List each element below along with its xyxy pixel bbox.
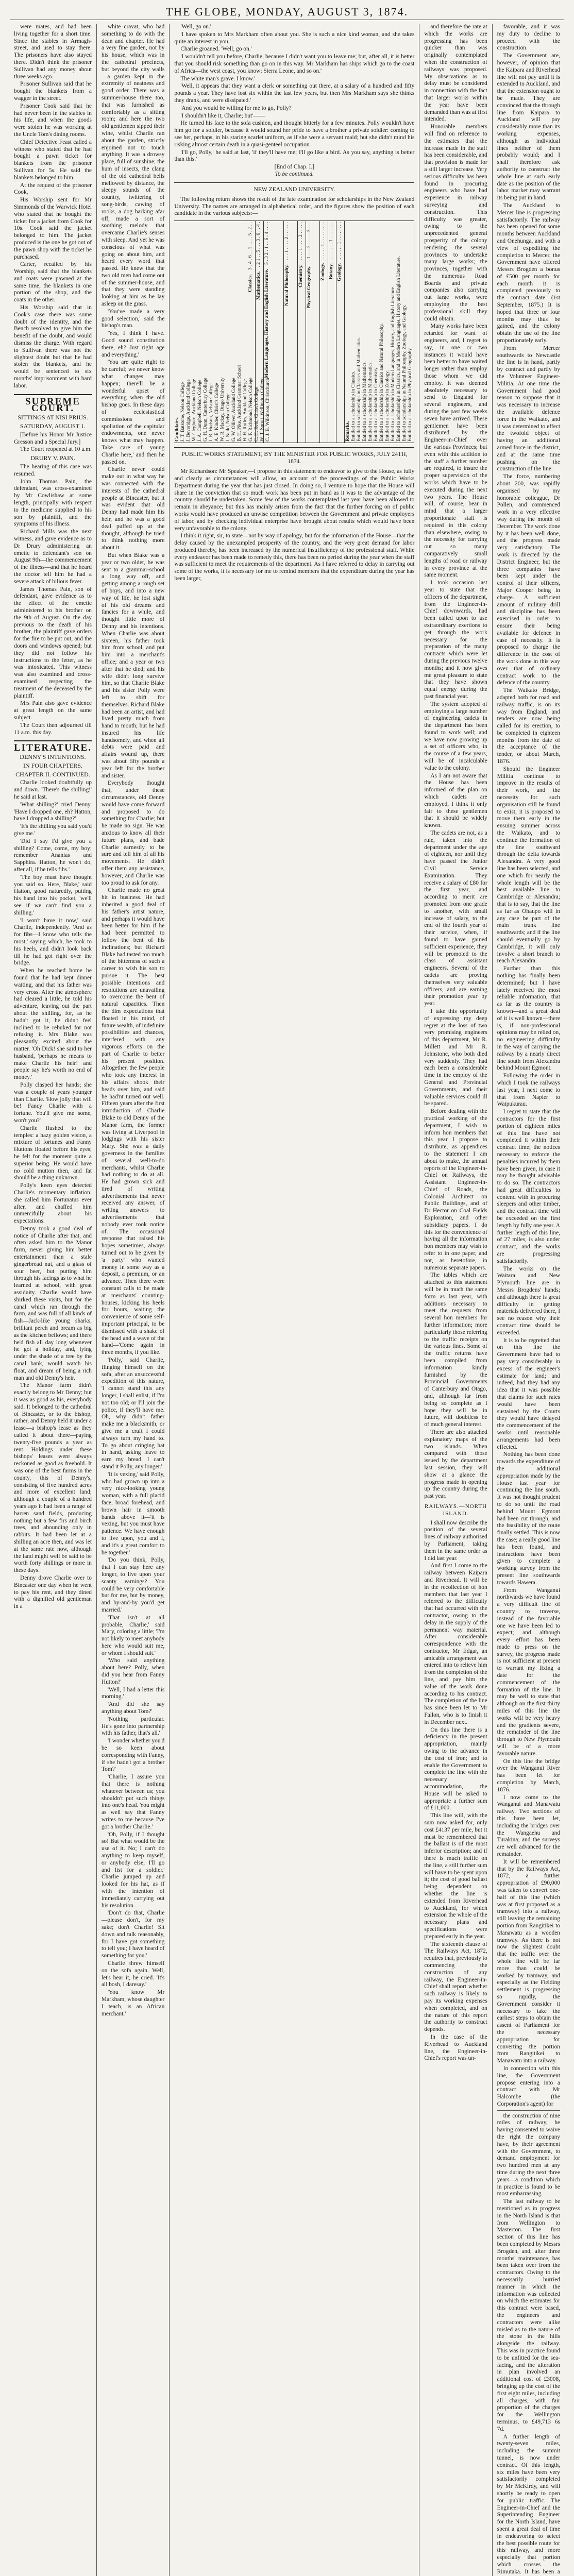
paragraph: 'Well, it appears that they want a clerk or something out there, at a salary of a hundred and fifty pounds a year. They have lost six within the last few years, but then Mrs Markham says she thinks they drank, and were dissipated.' <box>174 83 415 104</box>
paragraph: Nothing has been done towards the expenditure of the additional appropriation made by the House last year for continuing the line south. It was not thought prudent to do so until the road behind Mount Egmont had been cut through, and the feasibility of the route finally settled. This is now the case; a really good line has been found, and instructions have been given to complete a working survey from the present line southwards towards Hawera. <box>497 1451 560 1586</box>
paragraph: The Government are, however, of opinion that the Kaipara and Riverhead line will not pay until it is extended to Auckland, and that the extension ought to be made. They are convinced that the through line from Kaipara to Auckland will pay considerably more than its working expenses, although as individual lines neither of them probably would; and I shall therefore ask authority to construct the whole line at such early date as the position of the labor market may warrant its being put in hand. <box>497 53 560 201</box>
paragraph: The Manor farm didn't exactly belong to Mr Denny; but it was as good as his, everybody said. It belonged to the cathedral of Bincaster, or to the bishop, rather, and Denny held it under a lease—a bishop's lease as they called it about there—paying twenty-five pounds a year as rent. Holdings under these bishops' leases were always reckoned as good as freehold. It was one of the best farms in the county, this of Denny's, consisting of five hundred acres and more of excellent land; although a couple of a hundred years ago it had been a range of barren sand fields, producing nothing but a few firs and birch trees, and abounding only in rabbits. It had been let at a shilling an acre then, and was let at the same rate now, although the land might well be said to be worth forty shillings or more in these days. <box>14 1382 92 1574</box>
paragraph: The white man's grave. I know.' <box>180 75 256 82</box>
paragraph: Richard Mills was the next witness, and gave evidence as to Dr Drury administering an emetic to defendant's son on August 9th—the commencement of the illness—and that he heard the doctor tell him he had a severe attack of bilious fever. <box>14 529 92 585</box>
paragraph: I took occasion last year to state that the officers of the department, from the Engineer-in-Chief downwards, had been called upon to use extraordinary exertions to get through the work necessary for the preparation of the many contracts which were let during the previous twelve months; and it now gives me great pleasure to state that they have shown equal energy during the past financial year. <box>424 580 487 700</box>
paragraph: 'It is vexing,' said Polly, who had grown up into a very nice-looking young woman, with a full placid face, broad forehead, and brown hair in smooth bands above it—'it is vexing, but you must have patience. We have enough to live upon, you and I, and it's a great comfort to be together.' <box>101 1471 165 1556</box>
paragraph: The Court then adjourned till 11 a.m. this day. <box>14 722 92 736</box>
table-header: Classics. <box>248 274 254 292</box>
paragraph: Charlie groaned. 'Well, go on.' <box>180 46 252 53</box>
paragraph: From Wanganui northwards we have found a very difficult line of country to traverse, instead of the favorable one we have been led to expect; and although every effort has been made to press on the survey, the progress made is not sufficient at present to warrant my fixing a date for the commencement of the formation of the line. It may be well to state that although on the first thirty miles of this line the works will be very heavy and the gradients severe, the remainder of the line through to New Plymouth will be of a more favorable nature. <box>497 1587 560 1757</box>
paragraph: 'I wonder whether you'd be so keen about corresponding with Fanny, if she hadn't got a brother Tom?' <box>101 1738 165 1773</box>
subhead-railways-north: RAILWAYS.—NORTH ISLAND. <box>424 1503 487 1517</box>
paragraph: The following return shows the result of the late examination for scholarships in the New Zealand University. The names are arranged in alphabetical order, and the figures show the position of each candidate in the various subjects:— <box>174 196 415 217</box>
paragraph: Mr Richardson: Mr Speaker,—I propose in this statement to endeavor to give to the House, as fully and clearly as circumstances will allow, an account of the proceedings of the Public Works Department during the year that has just closed. In doing so, I venture to hope that the House will share in the conviction that so much work has been put in hand as it was to the advantage of the country should be undertaken. Some few of the works contemplated last year have been allowed to remain in abeyance; but this has mainly arisen from the fact that the further forcing on of public works would have produced an unwise competition between the Government and private employers of labor, and by checking individual enterprise have brought about results which would have been very unfavorable to the colony. <box>174 468 415 532</box>
story-chapters: IN FOUR CHAPTERS. <box>23 761 82 769</box>
table-cell: Entitled to a scholarship in Mathematics. <box>368 361 374 442</box>
paragraph: Charlie made no great hit in business. He had inherited a good deal of his father's artist nature, and perhaps it would have been better for him if he had been permitted to follow the bent of his inclinations; but Richard Blake had tasted too much of the bitterness of such a career to wish his son to pursue it. The best possible intentions and resolutions are unavailing to overcome the bent of natural capacities. Then the dim expectations that floated in his mind, of future wealth, of indefinite possibilities and chances, interfered with any vigorous efforts on the part of Charlie to better his present position. Altogether, the few people who took any interest in his affairs shook their heads over him, and said he had'nt turned out well. Fifteen years after the first introduction of Charlie Blake to old Denny of the Manor farm, the former was living at Liverpool in lodgings with his sister Mary. She was a daily governess in the families of several well-to-do merchants, whilst Charlie had nothing to do at all. He had grown sick and tired of writing advertisements that never received any answer, of writing answers to advertisements that nobody ever took notice of. The occasional response that raised his hopes sometimes, always turned out to be given by 'a party' who wanted money in some way as a deposit, a premium, or an advance. Then there were constant calls to be made at merchants' counting-houses, kicking his heels for hours, waiting the convenience of some self-important principal, to be dismissed with a shake of the head and a wave of the hand—'Come again in three months, if you like.' <box>101 887 165 1356</box>
public-works-title: PUBLIC WORKS STATEMENT, BY THE MINISTER FOR PUBLIC WORKS, JULY 24TH, 1874. <box>174 447 414 465</box>
paragraph: Following the order in which I took the railways last year, I next come to that from Napier to Waipukurau. <box>497 1073 560 1108</box>
table-cell: Entitled to a scholarship in Zoology. <box>385 370 391 442</box>
paragraph: Everybody thought that, under these circumstances, old Denny would have come forward and proposed to do something for Charlie; but he made no sign. He was anxious to know all their future plans, and bade Charlie earnestly to be sure and tell him of all his movements. He didn't offer them any assistance, however, and Charlie was too proud to ask for any. <box>101 780 165 886</box>
paragraph: On this line the bridge over the Wanganui River has been let for completion by March, 1876. <box>497 1758 560 1793</box>
paragraph: Should the Engineer Militia continue to improve in the results of their work, and the necessity for such organisation still be found to exist, it is proposed to move them early in the ensuing summer across the Waikato, and to continue the formation of the line southward through the delta towards Alexandra. A very good line has been selected, and one which for nearly the whole length will be the best available line to Cambridge or Alexandra; that is to say, that the line as far as Ohaupo will in any case be part of the main trunk line southwards; and if the line should eventually go by Cambridge, it will only involve a short branch to reach Alexandra. <box>497 766 560 964</box>
table-column-subject <box>284 221 298 443</box>
table-cell: . . . 1 . . . . 2 . . . . . . <box>284 222 290 260</box>
paragraph: His Worship said that in Cook's case there was some doubt of the identity, and the Bench resolved to give him the benefit of the doubt, and would dismiss the charge. With regard to Sullivan there was not the slightest doubt but that he had stolen the blankets, and he would be sentenced to six months' imprisonment with hard labor. <box>14 304 92 389</box>
paragraph: At the request of the prisoner Cook, <box>14 182 92 196</box>
paragraph: 'Polly,' said Charlie, flinging himself on the sofa, after an unsuccessful expedition of this nature, 'I cannot stand this any longer, I shall enlist, if I'm not too old; or I'll join the police, if they'll have me. Oh, why didn't father make me a blacksmith, or give me a craft I could always turn my hand to. To go about cringing hat in hand, asking leave to earn my bread. I can't stand it Polly, any longer.' <box>101 1357 165 1470</box>
table-cell: . 2 1 . . 5 . . . 3 . 6 . . 4 . <box>256 222 262 267</box>
table-header: Candidates. <box>175 416 180 442</box>
table-cell: . . . . . 1 . . . . . . . . . <box>320 222 326 259</box>
paragraph: The Waikato Bridge, adapted both for road and railway traffic, is on its way from England, and tenders are now being called for its erection, to be completed in eighteen months from the date of the acceptance of the tender, or about March, 1876. <box>497 687 560 765</box>
column-1 <box>9 24 96 2576</box>
paragraph: Before dealing with the practical working of the department, I wish to inform hon members that this year I propose to distribute, as appendices to the statement I am about to make, the annual reports of the Engineer-in-Chief on Railways, the Assistant Engineer-in-Chief of Roads, the Colonial Architect on Public Buildings, and of Dr Hector on Coal Fields Exploration, and other subsidiary papers. I do this for the convenience of having all the information hon members may wish to refer to in one paper, and not, as heretofore, in numerous separate papers. <box>424 1108 487 1271</box>
paragraph: 'Don't do that, Charlie—please don't, for my sake; don't Charlie! Sit down and talk reasonably, for I have got something to tell you; I have heard of something for you.' <box>101 1910 165 1959</box>
paragraph: I think it right, sir, to state—not by way of apology, but for the information of the House—that the delay caused by the unexampled prosperity of the country, and the very great demand for labor produced thereby, has been increased by the numerical insufficiency of the professional staff. While every endeavor has been made to remedy this, there has been no period during the year when the staff was sufficient to meet the requirements of the department. As I have referred to delay in carrying out some of the works, it is necessary for me to remind members that the expenditure during the year has been larger, <box>174 533 415 582</box>
paragraph: the construction of nine miles of railway, he having consented to waive the right the company have, by their agreement with the Government, to demand employment for two hundred men at any time during the next three years—a condition which in practice is found to be most embarrassing. <box>497 2112 560 2197</box>
table-header: Natural Philosophy. <box>284 264 290 306</box>
date-line: SATURDAY, AUGUST 1. <box>20 422 86 430</box>
paragraph: The last railway to be mentioned as in progress in the North Island is that from Wellington to Masterton. The first section of this line has been completed by Messrs Brogden, and, after three months' maintenance, has been taken over from the contractors. Owing to the necessarily hurried manner in which the information was collected on which the estimates for this contract were based, the engineers and contractors were alike misled as to the nature of the stone in the hills alongside the railway. This was in practice found to be unfitted for the sea-facing, and the alteration in plan involved an additional cost of £3008, bringing up the cost of the first eight miles, including all charges, with fair proportion of the charges for the Wellington terminus, to £49,713 6s 7d. <box>497 2198 560 2432</box>
paragraph: The force, numbering about 200, was rapidly organised by my honorable colleague, Dr Pollen, and commenced work in a very effective way during the month of December. The work done by it has been well done, and the progress made very satisfactory. The work is directed by the District Engineer, but the three companies have been kept under the control of their officers, Major Cooper being in charge. A sufficient amount of military drill and discipline has been exercised in order to ensure their being available for defence in case of necessity. It is proposed to charge the difference in the cost of the work done in this way over that of ordinary contract work to the defence of the country. <box>497 473 560 686</box>
table-cell: Entitled to a scholarship in Classics and Natural Philosophy. <box>379 323 385 442</box>
university-title: NEW ZEALAND UNIVERSITY. <box>174 182 414 193</box>
columns <box>9 24 565 2575</box>
table-cell: Entitled to a scholarship in Classics. <box>351 370 357 442</box>
table-cell: 3 . 4 . 6 . . 1 . . . . 5 . 2 . . <box>248 222 254 270</box>
paragraph: On this line there is a deficiency in the present appropriation, mainly owing to the advance in the cost of iron; and to enable the Government to complete the line with the necessary accommodation, the House will be asked to appropriate a further sum of £11,000. <box>424 1726 487 1811</box>
table-cell: 5 . 3 2 . 1 . . 6 . 4 . . . . <box>264 222 270 265</box>
paragraph: The cadets are not, as a rule, taken into the department under the age of eighteen, nor until they have passed the Junior Civil Service Examination. They receive a salary of £80 for the first year, and according to merit are promoted from one grade to another, with small increase of salary, to the end of the fourth year of their service, when, if found to have gained sufficient experience, they will be promoted to the class of assistant engineers. Several of the cadets are proving themselves very valuable officers, and are earning their promotion year by year. <box>424 830 487 1007</box>
paragraph: 'And did she say anything about Tom?' <box>101 1701 165 1715</box>
table-cell: Entitled to a scholarship in Physical Geography. <box>408 347 413 442</box>
table-cell: Entitled to scholarships in Classics, and in Modern Languages, History and English Literature. <box>396 256 402 442</box>
paragraph: I now come to the Wanganui and Manawatu railway. Two sections of this have been let, including the bridges over the Wangaehu and Turakina; and the surveys are well advanced for the remainder. <box>497 1794 560 1857</box>
paragraph: And first I come to the railway between Kaipara and Riverhead. It will be in the recollection of hon members that last year I referred to the difficulty that had occurred with the contractor, owing to the delay in the supply of the permanent way material. After considerable correspondence with the contractor, Mr Edgar, an amicable arrangement was entered into to relieve him from the completion of the line, and pay him the value of the work done according to his contract. The completion of the line has since been let to Mr Fallon, who is to finish it in December next. <box>424 1563 487 1725</box>
table-header: Physical Geography. <box>307 265 312 309</box>
column-3 <box>169 24 419 2576</box>
table-cell: A. E. Kinder, Christ's College <box>214 383 220 442</box>
table-header: Chemistry. <box>298 264 304 287</box>
paragraph: It will be remembered that by the Railways Act, 1872, a further appropriation of £90,000 was taken to convert one-half of this line (which was at first proposed as a tramway) into a railway, still leaving the remaining portion from Rangitikei to Manawatu as a wooden tramway. As there is not now the slightest doubt that the traffic over the whole line will be far more than could be worked by tramway, and especially as the Fielding settlement is progressing so rapidly, the Government consider it necessary to take the earliest steps to obtain the assent of Parliament for the necessary appropriation for converting the portion from Rangitikei to Manawatu into a railway. <box>497 1858 560 2064</box>
paragraph: He turned his face to the sofa cushion, and thought bitterly for a few minutes. Polly wouldn't have him go for a soldier, because it would sound her pride to have a brother a private soldier: coming to see her, perhaps, in his staring scarlet uniform, as if she were a servant maid; but she didn't mind his risking almost certain death in a quasi-genteel occupation. <box>174 120 415 148</box>
table-column-subject <box>306 221 320 443</box>
paragraph: 'Yes, I think I have. Good sound constitution there, eh? Just right age and everything.' <box>101 330 165 358</box>
table-column-subject <box>256 221 264 443</box>
table-column-subject <box>336 221 345 443</box>
table-header: Zoology. <box>320 263 326 281</box>
paragraph: 'Nothing particular. He's gone into partnership with his father, that's all.' <box>101 1716 165 1737</box>
masthead-title: THE GLOBE, MONDAY, AUGUST 3, 1874. <box>165 5 409 18</box>
paragraph: As I am not aware that the House has been informed of the plan on which cadets are employed, I think it only fair to these gentlemen that it should be widely known. <box>424 772 487 829</box>
paragraph: 'I have spoken to Mrs Markham often about you. She is such a nice kind woman, and she takes quite an interest in you.' <box>174 31 415 45</box>
paragraph: Polly clasped her hands; she was a couple of years younger than Charlie. 'How jolly that will be! Fancy Charlie with a fortune. You'll give me some, won't you?' <box>14 1081 92 1124</box>
paragraph: It is to be regretted that on this line the Government have had to pay very considerably in excess of the engineer's estimate for land; and indeed, had they had any idea that it was possible that claims for such rates would have been sustained by the Courts they would have delayed the commencement of the works until reasonable arrangements had been effected. <box>497 1337 560 1450</box>
paragraph: Mrs Pain also gave evidence at great length on the same subject. <box>14 700 92 721</box>
paragraph: Many works have been retarded for want of engineers, and, I regret to say, in one or two instances it would have been better to have waited longer rather than employ those whom we did employ. It was deemed absolutely necessary to send to England for several engineers, and during the past few weeks seven have arrived. These gentlemen have been distributed by the Engineer-in-Chief over the various Provinces; but even with this addition to the staff a further number are required, to insure the proper supervision of the works which have to be executed during the next two years. The House will, of course, bear in mind that a larger proportionate staff is required in this colony than elsewhere, owing to the necessity for carrying out so many comparatively small lengths of road or railway in every province at the same moment. <box>424 323 487 579</box>
paragraph: The works on the Waitara and New Plymouth line are in Messrs Brogdens' hands; and although there is great difficulty in getting materials delivered there, I see no reason why their contract time should be exceeded. <box>497 1265 560 1336</box>
paragraph: 'Charlie, I assure you that there is nothing whatever between us; you shouldn't put such things into one's head. You might as well say that Fanny writes to me because I've got a brother Charlie.' <box>101 1774 165 1830</box>
table-cell: M. Cleghorn, Auckland College <box>192 379 197 442</box>
table-header: Geology. <box>337 263 343 281</box>
paragraph: white cravat, who had something to do with the dean and chapter. He had a very fine garden, not by his house, which was in the cathedral precincts, but beyond the city walls—a garden kept in the extremity of neatness and good order. There was a summer-house there too, that was furnished as comfortably as a sitting room; and here the two old gentlemen sipped their wine, whilst Charlie ran about the garden, strictly enjoined not to touch anything. It was a drowsy place, full of sunshine; the hum of insects, the clang of the old cathedral bells mellowed by distance, the sleepy sounds of the country, twittering of song-birds, cawing of rooks, a dog barking afar off, made a sort of soothing melody that overcame Charlie's senses with sleep. And yet he was conscious of what was going on about him, and heard every word that passed. He knew that the two old men had come out of the summer-house, and that they were standing looking at him as he lay asleep on the grass. <box>101 24 165 308</box>
table-cell: G. F. Richmond, Nelson College <box>248 378 254 442</box>
case-title: DRURY V. PAIN. <box>30 454 75 462</box>
table-cell: . . . . . . . 1 . . . . . . . <box>329 222 334 259</box>
paragraph: and therefore the rate at which the works are progressing has been quicker than was originally contemplated when the construction of railways was proposed. My observations as to delay must be considered in connection with the fact that larger works within the year have been demanded than was at first intended. <box>424 24 487 123</box>
paragraph: From Mercer southwards to Newcastle the line is in hand, partly by contract and partly by the Volunteer Engineer-Militia. At one time the Government had good reason to suppose that it was necessary to increase the available defence force in the Waikato, and it was determined to effect the twofold object of having an additional armed force in the district, and at the same time pushing on the construction of the line. <box>497 345 560 472</box>
paragraph: Denny drove Charlie over to Bincaster one day when he went to pay his rent, and they dined with a dignified old gentleman in a <box>14 1574 92 1610</box>
paragraph: 'Oh, Polly, if I thought so! But what would be the use of it. No; I can't do anything to keep myself, or anybody else; I'll go and list for a soldier.' Charlie jumped up and looked for his hat, as if with the intention of immediately carrying out his resolution. <box>101 1831 165 1909</box>
paragraph: The tables which are attached to this statement will be in much the same form as last year, with additions necessary to meet the requests from several hon members for further information; more particularly those referring to the traffic receipts on the various lines. Some of the traffic returns have been compiled from information kindly furnished by the Provincial Governments of Canterbury and Otago, and, although far from being so complete as I hope they will be in future, will doubtless be of much general interest. <box>424 1272 487 1428</box>
paragraph: Charlie threw himself on the sofa again. Well, let's hear it, he cried. 'It's all bosh, I daresay.' <box>101 1960 165 1988</box>
paragraph: I take this opportunity of expressing my deep regret at the loss of two very promising engineers of this department, Mr R. Millett and Mr R. Johnstone, who both died very suddenly. They had each been a considerable time in the employ of the General and Provincial Governments, and their valuable services could ill be spared. <box>424 1008 487 1107</box>
table-cell: W. R. Mackay, Otago University <box>220 377 226 442</box>
paragraph: 'Who said anything about here? Polly, when did you hear from Fanny Hutton?' <box>101 1657 165 1685</box>
table-cell: Entitled to scholarships in Classics and Mathematics. <box>357 337 362 442</box>
table-column-subject <box>328 221 336 443</box>
paragraph: were mates, and had been living together for a short time. Since the stables in Armagh-street, and used to stay there. The prisoners have also stayed there. Didn't think the prisoner Sullivan had any money about three weeks ago. <box>14 24 92 80</box>
table-cell: . . . . 1 . . . . 2 . . . . . <box>298 222 304 260</box>
paragraph: When he reached home he found that he had kept dinner waiting, and that his father was very cross. After the atmosphere had cleared a little, he told his adventure, leaving out the part about the shilling, for, as he hadn't got it, he didn't feel inclined to be rebuked for not refusing it. Mrs Blake was pleasantly excited about the matter. 'Oh Dick! she said to her husband, 'perhaps he means to make Charlie his heir! and people say he's worth no end of money.' <box>14 968 92 1081</box>
subsection-title: SITTINGS AT NISI PRIUS. <box>18 414 88 421</box>
table-column-subject <box>298 221 306 443</box>
paragraph: Charlie flushed to the temples: a hazy golden vision, a mixture of fortunes and Fanny Huttons floated before his eyes; he felt for the moment quite a superior being. He would have no cold mutton then, and fat should be a thing unknown. <box>14 1125 92 1181</box>
paragraph: The hearing of this case was resumed. <box>14 464 92 477</box>
paragraph: Denny took a good deal of notice of Charlie after that, and often asked him to the Manor farm, never giving him better entertainment than a stale gingerbread nut, and a glass of sour beer, but putting him through his facings as to what he learned at school, with great assiduity. Charlie would have shirked these visits, but for the canal which ran through the farm, and was full of all kinds of fish—Jack-like young sharks, brilliant perch and bream as big as the kitchen bellows; and there he'd fish all day long whenever he got a holiday, and, lying under the shade of a tree by the canal bank, would watch his float, and dream of being a rich man and old Denny's heir. <box>14 1225 92 1381</box>
story-title: DENNY'S INTENTIONS. <box>20 753 86 761</box>
paragraph: 'You are quite right to be careful; we never know what changes may happen; there'll be a wonderful upset of everything when the old bishop goes. In these days of ecclesiastical commissions and spoliation of the capitular endowments, one never knows what may happen. Take care of young Charlie here,' and then he passed on. <box>101 359 165 465</box>
table-cell: J. T. Batstone, Nelson College <box>180 382 186 442</box>
paragraph: Carter, recalled by his Worship, said that the blankets and coats were pawned at the same time, the blankets in one portion of the shop, and the coats in the other. <box>14 261 92 303</box>
paragraph: 'I shouldn't like it, Charlie; but'—— <box>180 112 265 119</box>
paragraph: James Thomas Pain, son of defendant, gave evidence as to the effect of the emetic administered to his brother on the 9th of August. On the day previous to the death of his brother, the plaintiff gave orders for the fire to be put out, and the doors and windows opened; but they did not follow his instructions to the letter, as he was intoxicated. This witness was also examined and cross-examined respecting the treatment of the deceased by the plaintiff. <box>14 586 92 699</box>
paragraph: 'I'll go, Polly,' he said at last, 'if they'll have me; I'll go like a bird. As you say, anything is better than this.' <box>174 149 415 163</box>
table-column-subject <box>264 221 284 443</box>
paragraph: The sixteenth clause of The Railways Act, 1872, requires that, previously to commencing the construction of any railway, the Engineer-in-Chief shall report whether such railway is likely to pay its working expenses when completed, and on the nature of this report the authority to construct depends. <box>424 1941 487 2033</box>
paragraph: 'Did I say I'd give you a shilling? Come, come, my boy; remember Ananias and Sapphira. Hatton, he won't do, after all, if he tells fibs.' <box>14 838 92 873</box>
paragraph: 'Well, go on.' <box>180 24 211 30</box>
table-cell: Entitled to a scholarship in Chemistry. <box>374 366 379 442</box>
masthead <box>10 4 564 20</box>
scholarship-table <box>174 221 414 443</box>
paragraph: 'I wouldn't tell you before, Charlie, because I didn't want you to leave me; but, after all, it is better that you should risk something than go on in this way. Mr Markham has ships which go to the coast of Africa—the west coast, you know; Sierra Leone, and so on.' <box>174 54 415 74</box>
table-cell: J. A. Campbell, Nelson College <box>197 380 203 442</box>
paragraph: John Thomas Pain, the defendant, was cross-examined by Mr Cowlishaw at some length, principally with respect to the medicine supplied to his son by plaintiff, and the symptoms of his illness. <box>14 478 92 528</box>
paragraph: Prisoner Cook said that he had never been in the stables in his life, and when the goods were stolen he was working at the Uncle Tom's dining rooms. <box>14 103 92 138</box>
table-cell: J. Neild, Nelson College <box>226 393 231 442</box>
section-title-supreme-court: SUPREME COURT. <box>14 394 92 413</box>
chapter-end-mark: [End of Chap. I.] <box>274 164 315 171</box>
paragraph: 'That isn't at all probable, Charlie,' said Mary, coloring a little; 'I'm not likely to meet anybody here who would suit me, or whom I should suit.' <box>101 1614 165 1656</box>
table-header: Modern Languages, History and English Literature. <box>264 269 270 379</box>
table-cell: W. T. Sprott, Wellington College <box>260 377 265 442</box>
table-cell: Entitled to a scholarship in Modern Languages, History, and English Literature. <box>391 285 396 442</box>
paragraph: favorable, and it was my duty to decline to proceed with the construction. <box>497 24 560 52</box>
paragraph: 'Well, I had a letter this morning.' <box>101 1686 165 1700</box>
table-cell: G. W. Olliver, Auckland College <box>231 378 237 442</box>
table-cell: J. Beveridge, Auckland College <box>186 379 192 442</box>
paragraph: The system adopted of employing a large number of engineering cadets in the department has been found to work well; and we have now growing up a set of officers who, in the course of a few years, will be of incalculable value to the colony. <box>424 701 487 771</box>
paragraph: The Court reopened at 10 a.m. <box>20 446 92 453</box>
column-5 <box>492 24 565 2576</box>
paragraph: 'You've made a very good selection,' said the bishop's man. <box>101 308 165 329</box>
paragraph: [Before his Honor Mr Justice Gresson and a Special Jury.] <box>14 431 92 445</box>
paragraph: His Worship sent for Mr Simmonds of the Warwick Hotel who stated that he bought the ticket for a jacket from Cook for 10s. Cook said the jacket belonged to him. The jacket produced is the one he got out of the pawn shop with the ticket he purchased. <box>14 197 92 260</box>
column-4 <box>419 24 492 2576</box>
table-cell: B. H. Pike, Auckland Grammar School <box>237 365 243 442</box>
paragraph: 'What shilling?' cried Denny. 'Have I dropped one, eh? Hatton, have I dropped a shilling?' <box>14 801 92 822</box>
paragraph: But when Blake was a year or two older, he was sent to a grammar-school a long way off, and getting among a rough set of boys, and into a new way of life, he lost sight of his old dreams and fancies for a while, and thought little more of Denny and his intentions. When Charlie was about sixteen, his father took him from school, and put him into a merchant's office; and a year or two after that he died; and his wife didn't long survive him, so that Charlie Blake and his sister Polly were left to shift for themselves. Richard Blake had been an artist, and had lived pretty much from hand to mouth; but he had insured his life handsomely, and when all debts were paid and affairs wound up, there was about fifty pounds a year left for the brother and sister. <box>101 552 165 779</box>
column-6-continuation <box>497 2110 560 2576</box>
table-column-subject <box>247 221 256 443</box>
paragraph: Charlie looked doubtfully up and down. 'There's the shilling!' he said at last. <box>14 779 92 801</box>
paragraph: Prisoner Sullivan said that he bought the blankets from a wagger in the street. <box>14 81 92 101</box>
paragraph: Honorable members will find on reference to the estimates that the increase made in the staff has been considerable, and that provision is made for a still larger increase. Very serious difficulty has been found in procuring engineers who have had experience in railway surveying and construction. This difficulty was greater, owing to the unprecedented general prosperity of the colony rendering the several provinces to undertake many large works; the provinces, together with the numerous Road Boards and private companies also carrying out large works, were employing the best professional skill they could obtain. <box>424 124 487 322</box>
table-header: Remarks. <box>345 421 351 442</box>
table-cell: G. H. Dunn, Canterbury College <box>203 378 209 442</box>
paragraph: A further length of twenty-seven miles, including the summit tunnel, is now under contract. Of this length, six miles have been very satisfactorily completed by Mr McKirdy, and will shortly be ready to open for public traffic. The Engineer-in-Chief and the Superintending Engineer for the North Island, have spent a great deal of time in endeavoring to select the best possible route for this railway, and more especially that portion which crosses the Rimutaka. It has been a <box>497 2433 560 2575</box>
paragraph: 'I won't have it now,' said Charlie, independently. 'And as for fibs—I know who tells the most,' saying which, he took to his heels, and didn't look back till he had got right over the bridge. <box>14 917 92 967</box>
to-be-continued: To be continued. <box>275 171 314 177</box>
table-header: Botany. <box>329 263 334 279</box>
paragraph: I shall now describe the position of the several lines of railway authorised by Parliament, taking them in the same order as I did last year. <box>424 1519 487 1562</box>
paragraph: There are also attached explanatory maps of the two islands. When compared with those issued by the department last session, they will show at a glance the progress made in opening up the country during the past year. <box>424 1429 487 1500</box>
section-title-literature: LITERATURE. <box>14 740 92 752</box>
paragraph: 'Do you think, Polly, that I can stay here any longer, to live upon your scanty earnings? You could be very comfortable but for me, but by money, and by-and-by you'd get married.' <box>101 1557 165 1613</box>
paragraph: Further than this nothing has finally been determined; but I have lately received the most reliable information, that as far as the country is known—and a great deal of it is well known—there is, if non-professional opinions may be relied on, no engineering difficulty in the way of carrying the railway by a nearly direct line south from Alexandra behind Mount Egmont. <box>497 965 560 1072</box>
paragraph: The Auckland to Mercer line is progressing satisfactorily. The railway has been opened for some months between Auckland and Onehunga, and with a view of expediting the completion to Mercer, the Government have offered Messrs Brogden a bonus of £500 per month for each month it is completed previously to the contract date (1st September, 1875.) It is hoped that three or four months may thus be gained, and the colony obtain the use of the line proportionately early. <box>497 202 560 344</box>
table-cell: . . . . . . 1 . . . . . . . . <box>337 222 343 259</box>
table-cell: H. H. Rutley, Auckland College <box>243 379 248 442</box>
table-cell: . 1 . . . 2 . . . . . 3 . . . <box>307 222 312 262</box>
paragraph: In connection with this line, the Government propose entering into a contract with Mr Halcombe (the Corporation's agent) for <box>497 2065 560 2107</box>
paragraph: 'And you would be willing for me to go, Polly?' <box>180 105 293 111</box>
column-2 <box>96 24 169 2576</box>
table-cell: Entitled to scholarships in Natural Philosophy, Zoology, and Geology. <box>402 304 408 442</box>
paragraph: 'It's the shilling you said you'd give me.' <box>14 823 92 837</box>
paragraph: Chief Detective Feast called a witness who stated that he had bought a pawn ticket for blankets from the prisoner Sullivan for 5s. He said the blankets belonged to him. <box>14 139 92 181</box>
chapter-heading: CHAPTER II. CONTINUED. <box>15 770 90 778</box>
table-column-remarks <box>345 221 414 443</box>
paragraph: Charlie never could make out in what way he was connected with the interests of the cathedral people at Bincaster, but it was evident that old Denny had made him his heir, and he was a good deal puffed up at the thought, although he tried to think nothing more about it. <box>101 466 165 551</box>
table-column-subject <box>320 221 328 443</box>
paragraph: I regret to state that the contractors for the first portion of eighteen miles of this line have not completed it within their contract time; the notices necessary to enforce the penalties incurred by them have been given, in case it may be thought advisable to do so. The contractors had great difficulties to contend with in procuring sleepers and other timber, and the contract time will be exceeded on the first length by fully one year. A further length of this line, of 27 miles, is also under contract, and the works are progressing satisfactorily. <box>497 1109 560 1264</box>
table-header: Mathematics. <box>256 272 262 300</box>
paragraph: This line will, with the sum now asked for, only cost £4137 per mile, but it must be remembered that the ballast is of the most inferior description; and if there is much traffic on the line, a still further sum will have to be spent upon it; the cost of good ballast being dependent on whether the line is extended from Riverhead to Auckland, for which extension the whole of the necessary plans and specifications were prepared early in the year. <box>424 1812 487 1940</box>
paragraph: Polly's keen eyes detected Charlie's momentary inflation; she called him Fortunatus ever after, and chaffed him unmercifully about his expectations. <box>14 1182 92 1225</box>
paragraph: 'The boy must have thought you said so. Here, Blake,' said Hatton, good naturedly, putting his hand into his pocket, 'we'll see if we can't find you a shilling.' <box>14 874 92 916</box>
paragraph: 'You know Mr Markham, whose daughter I teach, is an African merchant.' <box>101 1989 165 2017</box>
table-cell: C. H. Reid, Christ's College <box>254 387 260 442</box>
table-cell: J. B. Hudson, Nelson College <box>209 383 214 442</box>
table-cell: C. J. B. Wilkinson, Christchurch <box>265 378 271 442</box>
table-cell: Entitled to a scholarship in Mathematics. <box>362 361 368 442</box>
paragraph: In the case of the Riverhead to Auckland line, the Engineer-in-Chief's report was un- <box>424 2033 487 2062</box>
